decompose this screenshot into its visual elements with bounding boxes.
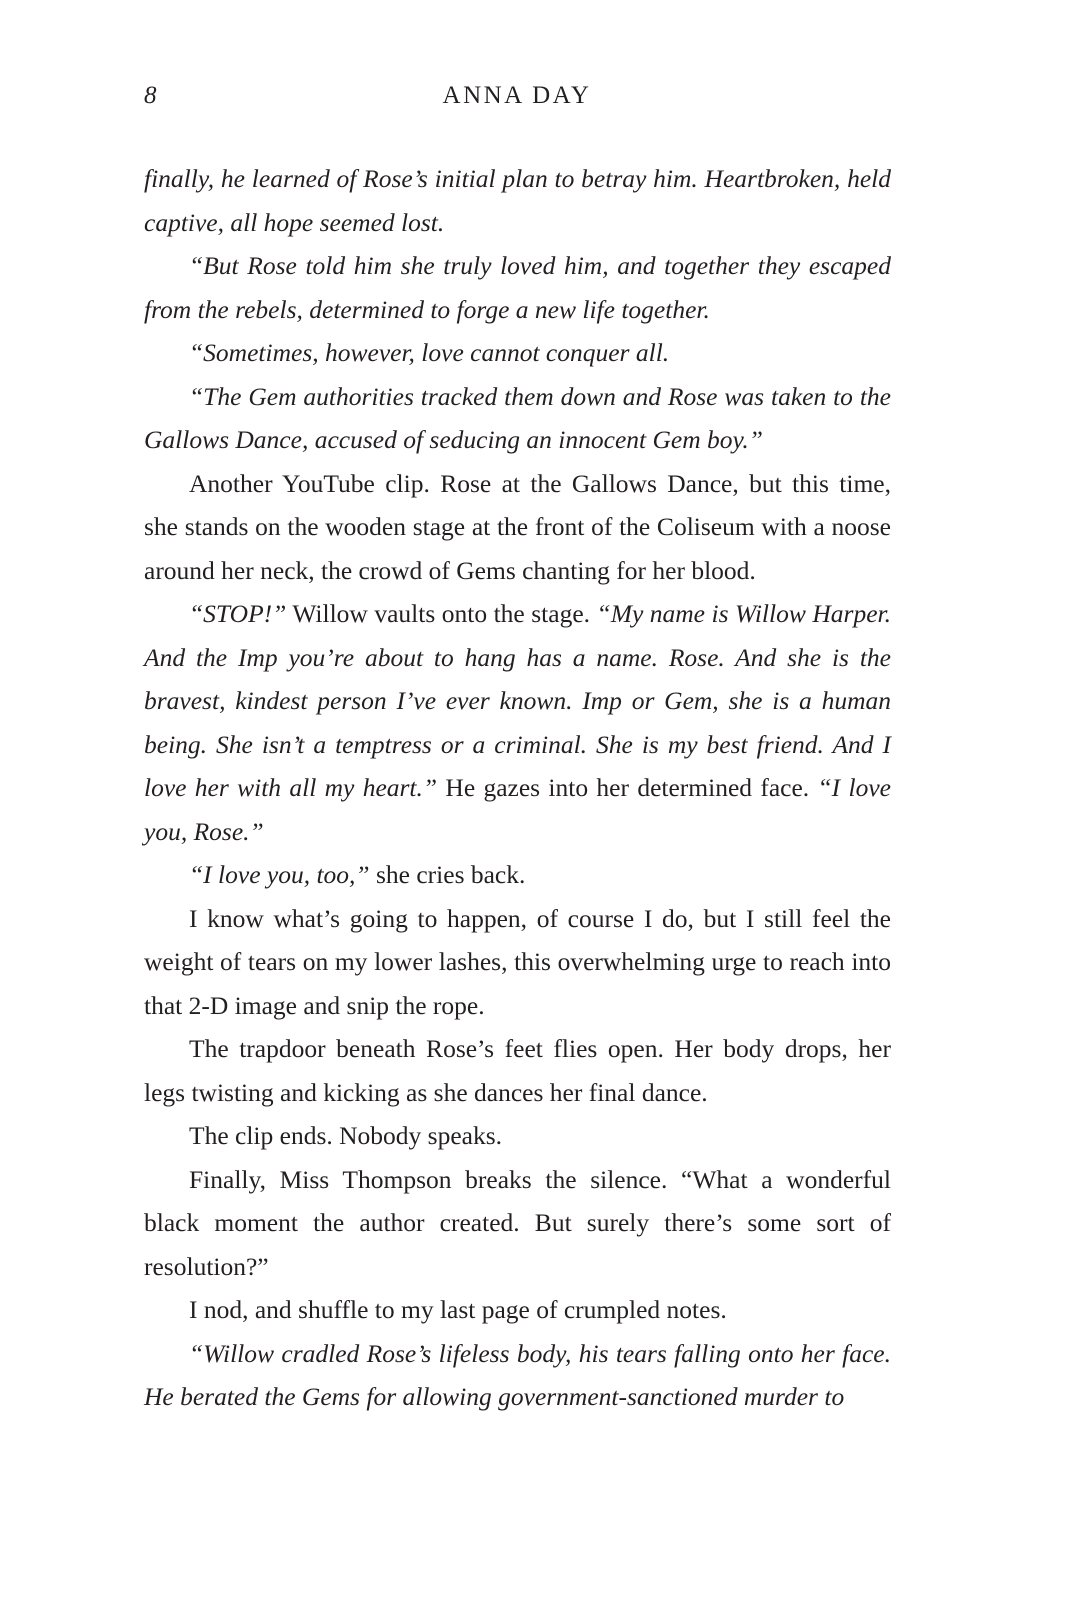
paragraph bbox=[144, 1288, 891, 1332]
text-run: Another YouTube clip. Rose at the Gallows Dance, but this time, she stands on the wooden stage at the front of the Coliseum with a noose around her neck, the crowd of Gems chanting for her blood. bbox=[144, 468, 891, 585]
text-run: The clip ends. Nobody speaks. bbox=[189, 1121, 503, 1150]
paragraph bbox=[144, 462, 891, 593]
text-run: The trapdoor beneath Rose’s feet flies open. Her body drops, her legs twisting and kicking as she dances her final dance. bbox=[144, 1034, 891, 1107]
italic-text-run: “Sometimes, however, love cannot conquer all. bbox=[189, 338, 670, 367]
paragraph bbox=[144, 897, 891, 1028]
paragraph bbox=[144, 157, 891, 244]
paragraph bbox=[144, 1332, 891, 1419]
paragraph bbox=[144, 244, 891, 331]
text-run: I nod, and shuffle to my last page of crumpled notes. bbox=[189, 1295, 727, 1324]
text-run: I know what’s going to happen, of course I do, but I still feel the weight of tears on my lower lashes, this overwhelming urge to reach into that 2-D image and snip the rope. bbox=[144, 903, 891, 1020]
paragraph bbox=[144, 1114, 891, 1158]
paragraph bbox=[144, 1158, 891, 1289]
paragraph bbox=[144, 375, 891, 462]
text-run: she cries back. bbox=[369, 860, 526, 889]
italic-text-run: “My name is Willow Harper. And the Imp you’re about to hang has a name. Rose. And she is the bravest, kindest person I’ve ever known. Imp or Gem, she is a human being. She isn’t a temptress or a criminal. She is my best friend. And I love her with all my heart.” bbox=[144, 599, 891, 802]
italic-text-run: finally, he learned of Rose’s initial plan to betray him. Heartbroken, held captive, all hope seemed lost. bbox=[144, 164, 891, 237]
running-title: ANNA DAY bbox=[442, 82, 592, 109]
paragraph bbox=[144, 853, 891, 897]
text-run: Willow vaults onto the stage. bbox=[286, 599, 597, 628]
italic-text-run: “But Rose told him she truly loved him, and together they escaped from the rebels, determined to forge a new life together. bbox=[144, 251, 891, 324]
italic-text-run: “Willow cradled Rose’s lifeless body, his tears falling onto her face. He berated the Gems for allowing government-sanctioned murder to bbox=[144, 1338, 891, 1411]
italic-text-run: “I love you, too,” bbox=[189, 860, 370, 889]
paragraph bbox=[144, 331, 891, 375]
text-run: Finally, Miss Thompson breaks the silence. “What a wonderful black moment the author created. But surely there’s some sort of resolution?” bbox=[144, 1164, 891, 1281]
page-number: 8 bbox=[144, 82, 157, 109]
running-head bbox=[144, 78, 890, 114]
paragraph bbox=[144, 1027, 891, 1114]
paragraph bbox=[144, 592, 891, 853]
italic-text-run: “I love you, Rose.” bbox=[144, 773, 891, 846]
italic-text-run: “STOP!” bbox=[189, 599, 287, 628]
body-text bbox=[144, 157, 891, 1419]
text-run: He gazes into her determined face. bbox=[437, 773, 818, 802]
italic-text-run: “The Gem authorities tracked them down and Rose was taken to the Gallows Dance, accused of seducing an innocent Gem boy.” bbox=[144, 381, 891, 454]
